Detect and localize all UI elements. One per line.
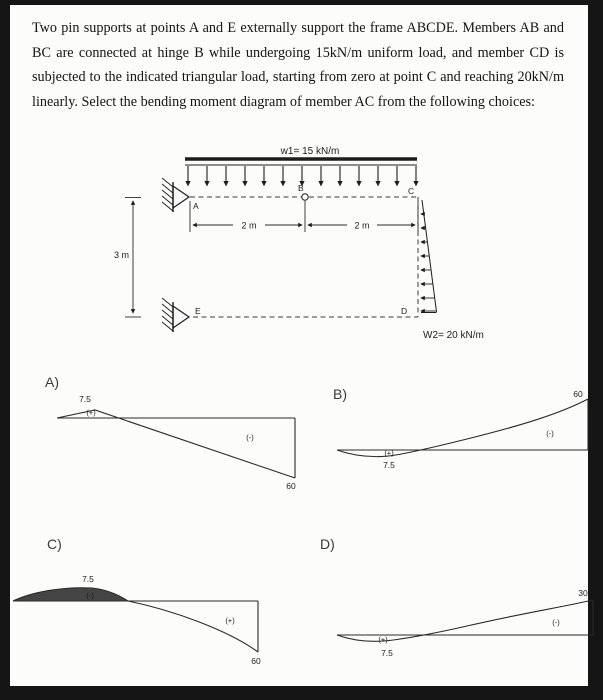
option-c-label: C) bbox=[47, 536, 62, 552]
option-d-end-value: 30 bbox=[578, 588, 588, 598]
frame-diagram bbox=[105, 140, 525, 352]
option-b-positive-sign: (+) bbox=[384, 448, 394, 458]
option-b-moment-shape bbox=[337, 399, 588, 457]
option-c-peak-value: 7.5 bbox=[82, 574, 94, 584]
point-c-label: C bbox=[408, 186, 415, 196]
option-b-label: B) bbox=[333, 386, 347, 402]
option-d-label: D) bbox=[320, 536, 335, 552]
point-e-label: E bbox=[195, 306, 201, 316]
pin-support-a bbox=[162, 178, 189, 212]
point-a-label: A bbox=[193, 201, 199, 211]
triangular-load bbox=[421, 200, 437, 313]
w2-load-label: W2= 20 kN/m bbox=[423, 330, 484, 341]
dim-ab-label: 2 m bbox=[241, 220, 257, 231]
option-d-diagram bbox=[335, 580, 603, 680]
option-b-end-value: 60 bbox=[573, 389, 583, 399]
option-d-negative-sign: (-) bbox=[552, 618, 560, 627]
dim-bc-label: 2 m bbox=[354, 220, 370, 231]
option-a-label: A) bbox=[45, 374, 59, 390]
pin-support-e bbox=[162, 298, 189, 332]
dimension-ab-bc bbox=[190, 201, 418, 232]
option-b-peak-value: 7.5 bbox=[383, 460, 395, 470]
option-d-peak-value: 7.5 bbox=[381, 648, 393, 658]
option-a-end-value: 60 bbox=[286, 481, 296, 491]
option-a-moment-shape bbox=[57, 410, 295, 478]
point-d-label: D bbox=[401, 306, 408, 316]
option-d-positive-sign: (+) bbox=[378, 635, 388, 644]
option-a-negative-sign: (-) bbox=[246, 433, 254, 442]
option-a-positive-sign: (+) bbox=[86, 408, 96, 417]
option-c-negative-sign: (-) bbox=[86, 591, 94, 600]
document-page bbox=[10, 5, 588, 686]
option-c-positive-sign: (+) bbox=[225, 616, 235, 625]
problem-statement: Two pin supports at points A and E externally support the frame ABCDE. Members AB and BC are connected at hinge B while undergoing 15kN/m uniform load, and member CD is subjected to the indicated triangular load, starting from zero at point C and reaching 20kN/m linearly. Select the bending moment diagram of member AC from the following choices: bbox=[32, 20, 564, 110]
w1-load-label: w1= 15 kN/m bbox=[280, 146, 340, 157]
option-a-peak-value: 7.5 bbox=[79, 394, 91, 404]
point-b-label: B bbox=[298, 183, 304, 193]
hinge-b-circle bbox=[302, 194, 308, 200]
dim-height-label: 3 m bbox=[113, 250, 129, 260]
option-a-diagram bbox=[55, 388, 305, 500]
option-b-diagram bbox=[335, 387, 600, 482]
option-b-negative-sign: (-) bbox=[546, 429, 554, 438]
option-c-diagram bbox=[12, 570, 284, 682]
uniform-load-arrows bbox=[185, 159, 417, 186]
option-c-end-value: 60 bbox=[251, 656, 261, 666]
